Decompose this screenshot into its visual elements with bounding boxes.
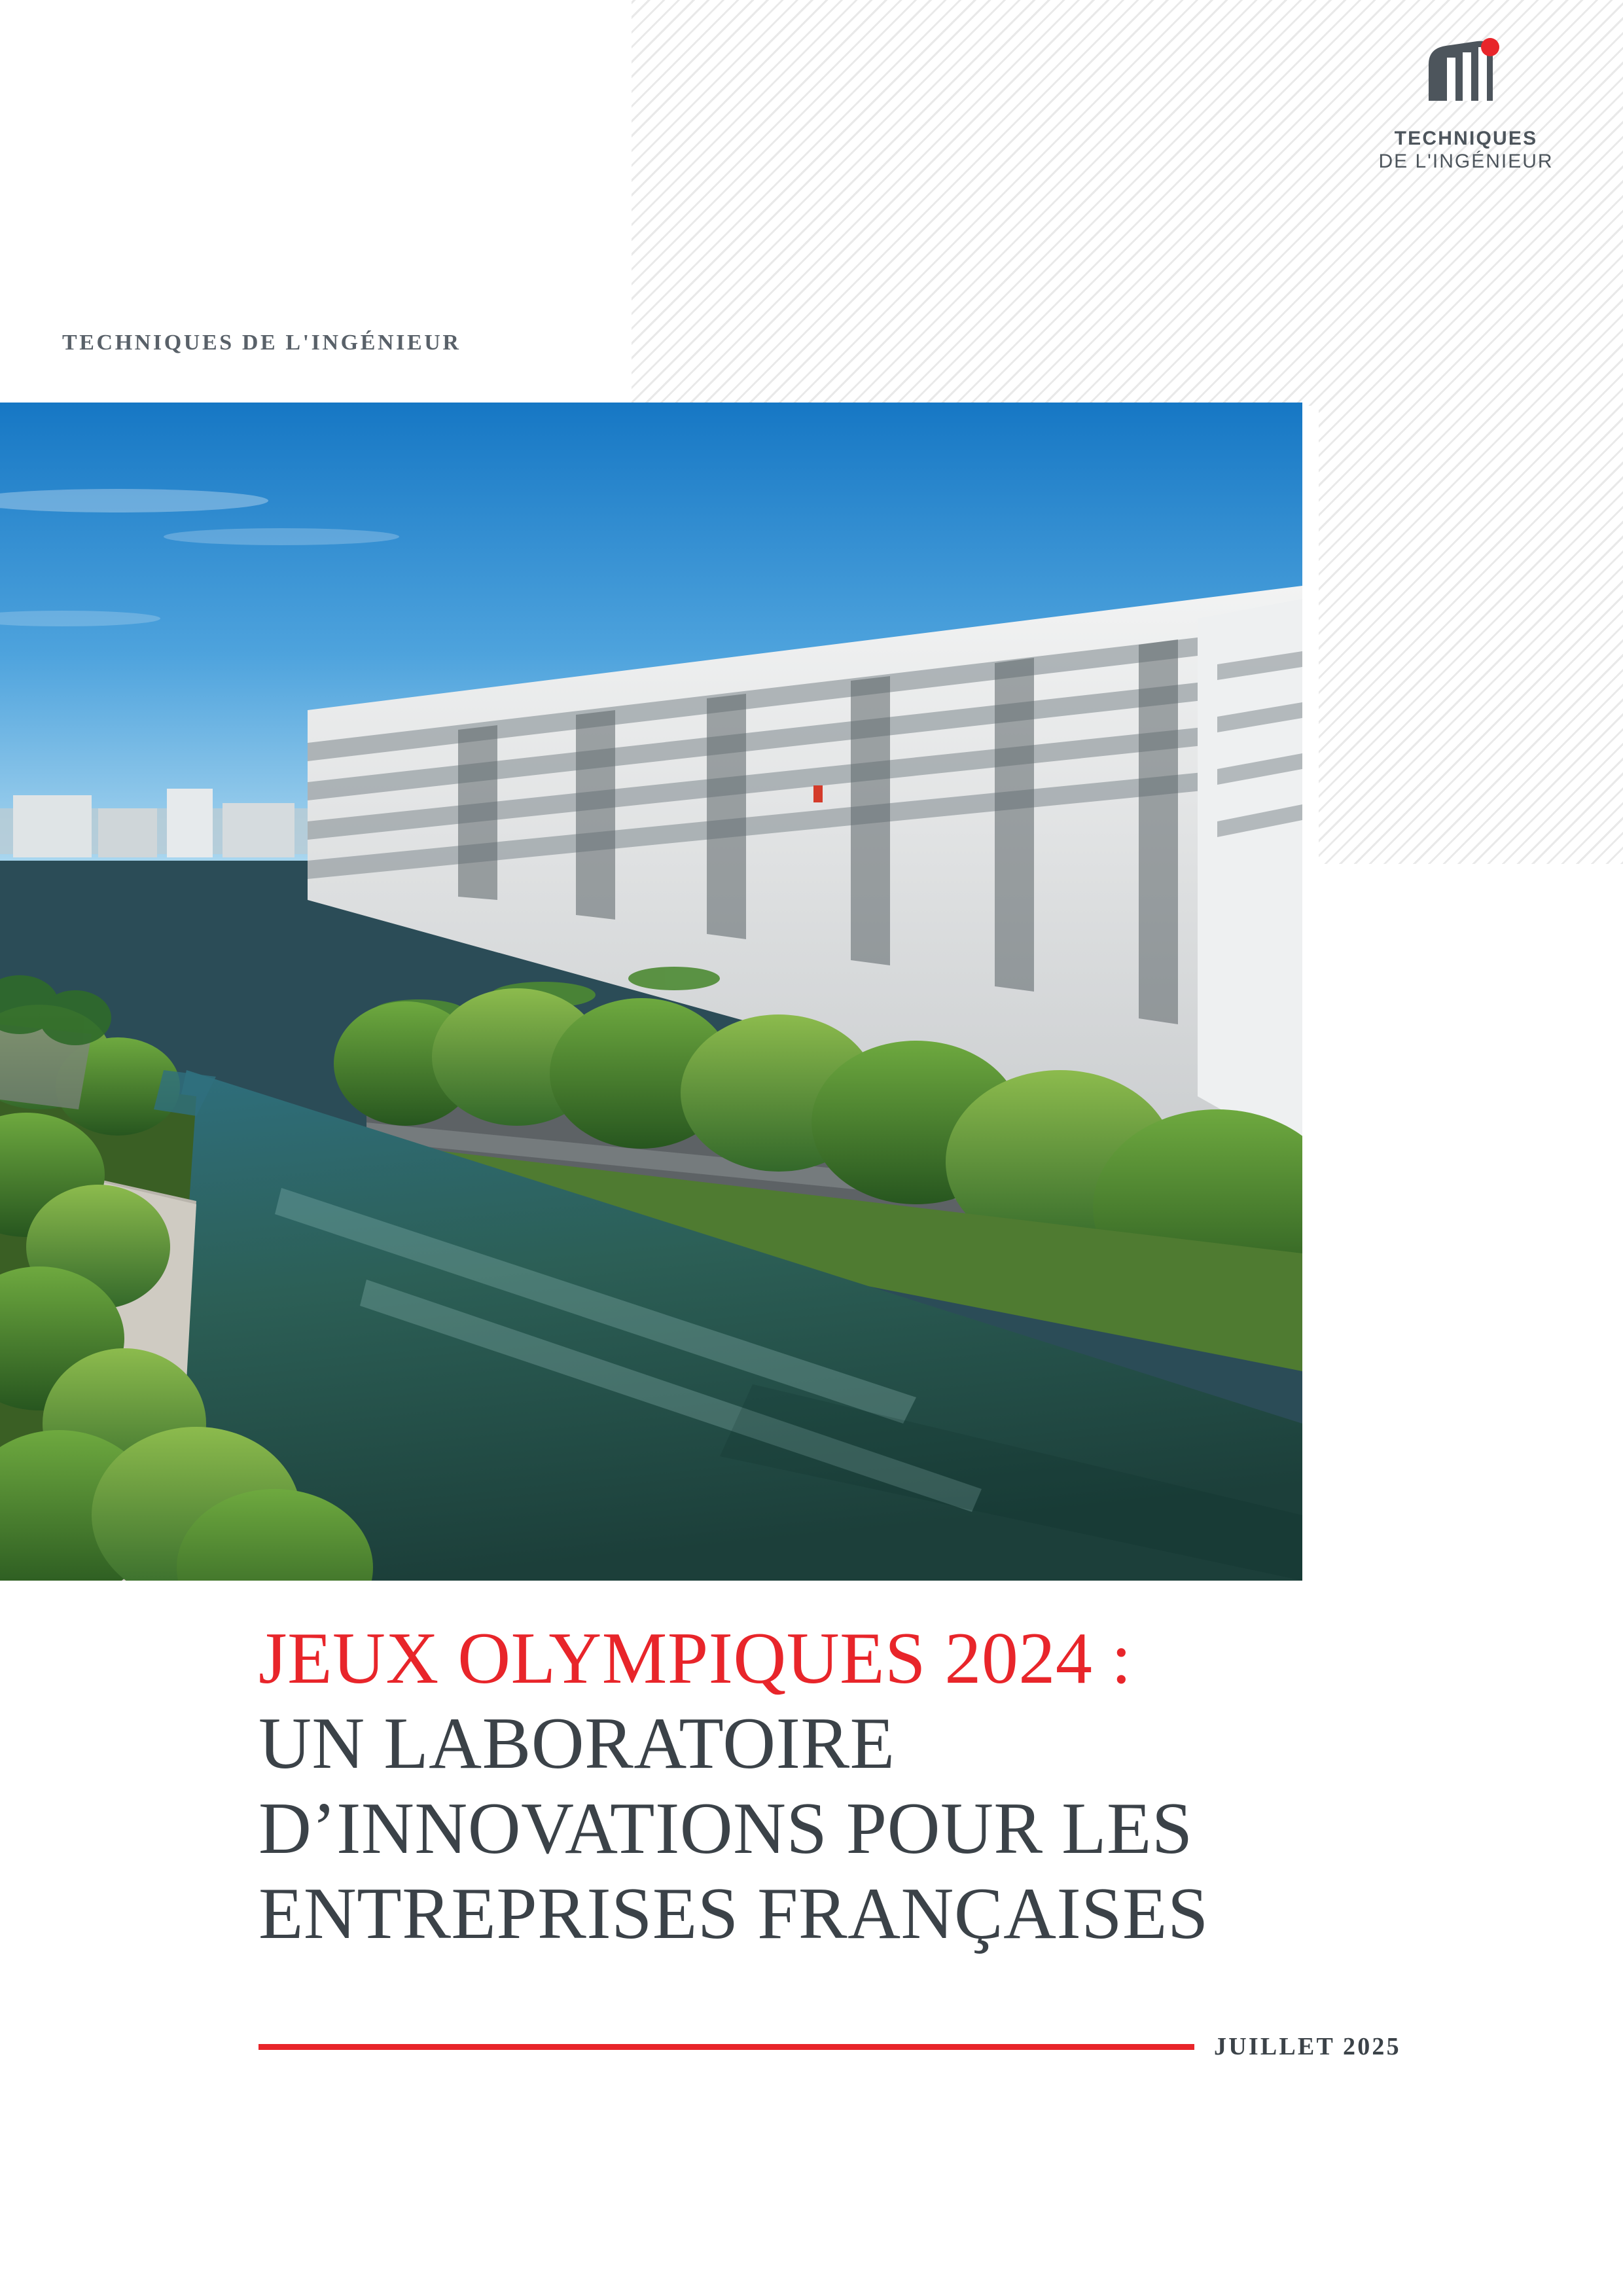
publisher-logo [1368, 38, 1564, 173]
title-line-4: ENTREPRISES FRANÇAISES [259, 1873, 1209, 1954]
publication-date: JUILLET 2025 [1214, 2033, 1401, 2060]
cover-title [259, 1617, 1541, 1957]
accent-rule [259, 2044, 1194, 2050]
title-line-3: D’INNOVATIONS POUR LES [259, 1787, 1193, 1869]
techniques-de-lingenieur-logo-icon [1368, 38, 1564, 123]
title-line-1: JEUX OLYMPIQUES 2024 : [259, 1618, 1132, 1699]
cover-image [0, 403, 1302, 1581]
title-rule-row [259, 2032, 1561, 2061]
title-line-2: UN LABORATOIRE [259, 1702, 895, 1784]
logo-text-line2: DE L'INGÉNIEUR [1378, 151, 1554, 173]
publisher-kicker: TECHNIQUES DE L'INGÉNIEUR [62, 331, 461, 355]
logo-text-line1: TECHNIQUES [1394, 128, 1538, 149]
